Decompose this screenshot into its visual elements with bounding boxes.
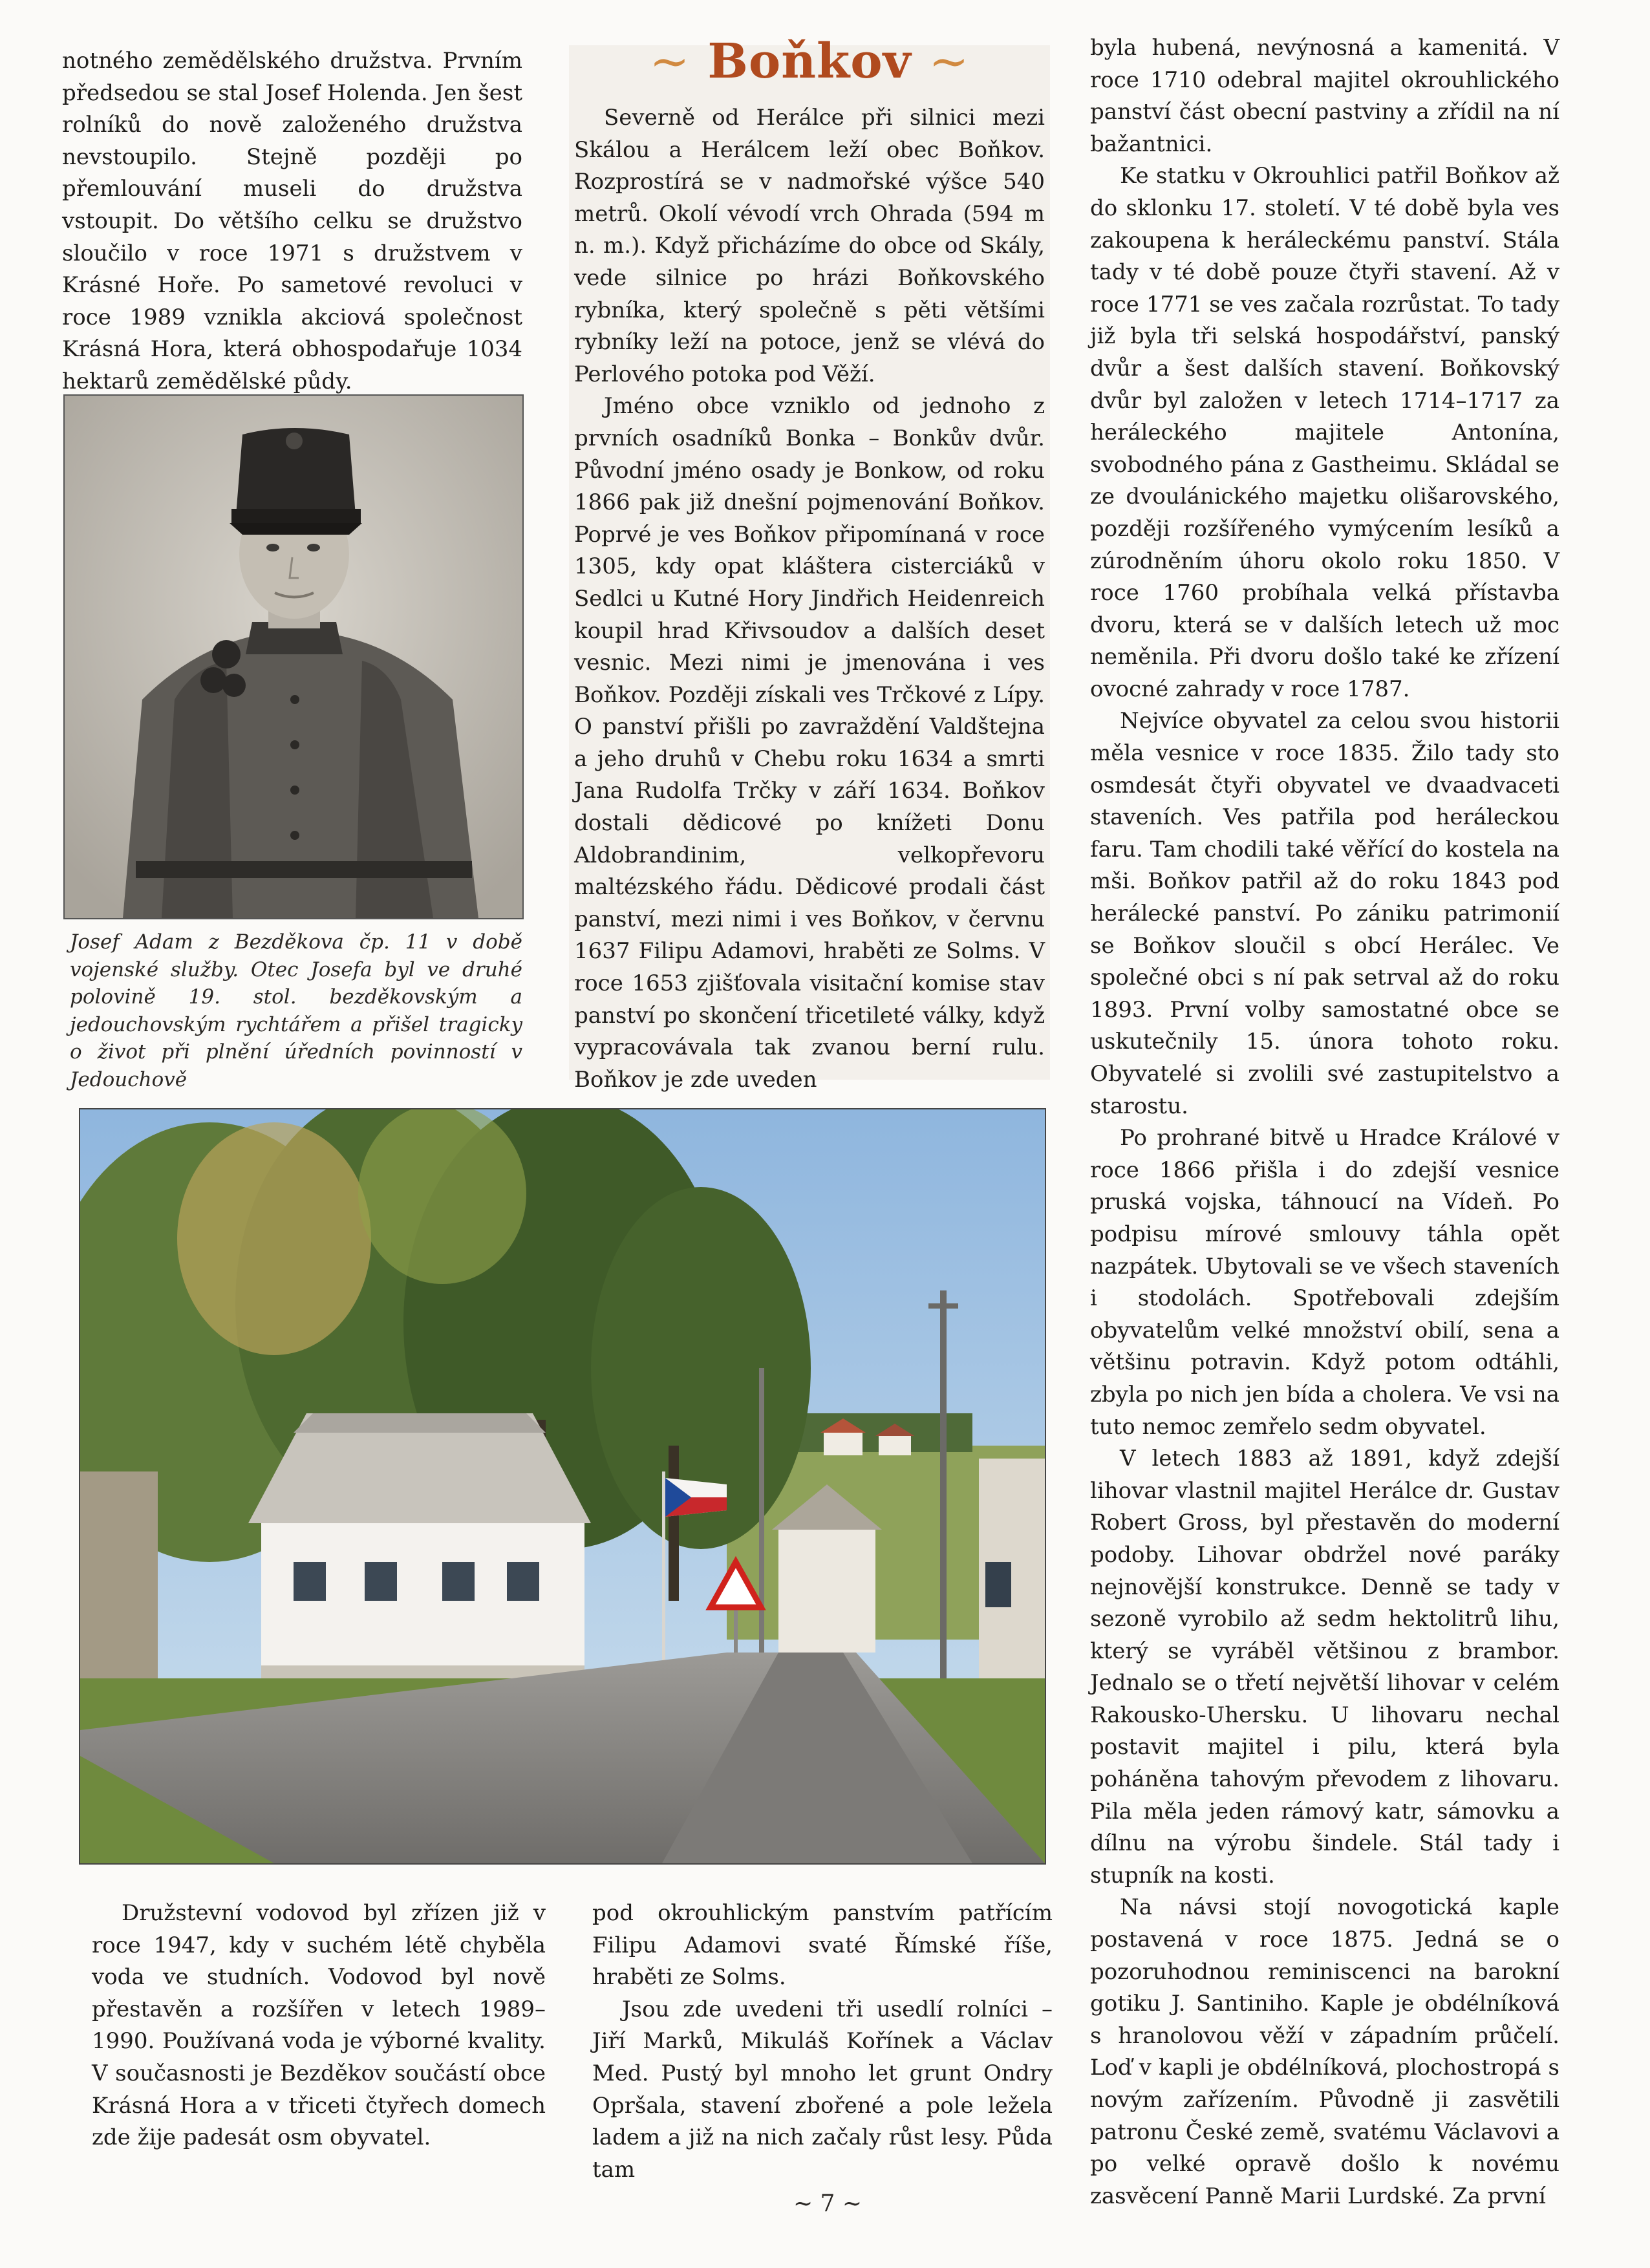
paragraph: Nejvíce obyvatel za celou svou historii měla vesnice v roce 1835. Žilo tady sto osmdesát čtyři obyvatel ve dvaadvaceti staveních. Ves patřila pod heráleckou faru. Tam chodili také věřící do kostela na mši. Boňkov patřil až do roku 1843 pod herálecké panství. Po zániku patrimonií se Boňkov sloučil s obcí Herálec. Ve společné obci s ní pak setrval až do roku 1893. První volby samostatné obce se uskutečnily 15. února tohoto roku. Obyvatelé si zvolili své zastupitelstvo a starostu. [1090,708,1559,1119]
village-illustration [80,1109,1045,1863]
portrait-illustration [65,396,522,918]
left-bottom-column [92,1898,546,2154]
middle-bottom-column [592,1898,1053,2186]
portrait-caption: Josef Adam z Bezděkova čp. 11 v době vojenské služby. Otec Josefa byl ve druhé polovině 19. stol. bezděkovským a jedouchovským rychtářem a přišel tragicky o život při plnění úředních povinností v Jedouchově [70,930,522,1091]
paragraph: Jméno obce vzniklo od jednoho z prvních osadníků Bonka – Bonkův dvůr. Původní jméno osady je Bonkow, od roku 1866 pak již dnešní pojmenování Boňkov. Poprvé je ves Boňkov připomínaná v roce 1305, kdy opat kláštera cisterciáků v Sedlci u Kutné Hory Jindřich Heidenreich koupil hrad Křivsoudov a dalších deset vesnic. Mezi nimi je jmenována i ves Boňkov. Později získali ves Trčkové z Lípy. O panství přišli po zavraždění Valdštejna a jeho druhů v Chebu roku 1634 a smrti Jana Rudolfa Trčky v září 1634. Boňkov dostali dědicové po knížeti Donu Aldobrandinim, velkopřevoru maltézského řádu. Dědicové prodali část panství, mezi nimi i ves Boňkov, v červnu 1637 Filipu Adamovi, hraběti ze Solms. V roce 1653 zjišťovala visitační komise stav panství po skončení třicetileté války, když vypracovávala tak zvanou berní rulu. Boňkov je zde uveden [574,393,1045,1093]
paragraph: Severně od Herálce při silnici mezi Skálou a Herálcem leží obec Boňkov. Rozprostírá se v nadmořské výšce 540 metrů. Okolí vévodí vrch Ohrada (594 m n. m.). Když přicházíme do obce od Skály, vede silnice po hrázi Boňkovského rybníka, který společně s pěti většími rybníky leží na potoce, jenž se vlévá do Perlového potoka pod Věží. [574,105,1045,387]
paragraph: notného zemědělského družstva. Prvním předsedou se stal Josef Holenda. Jen šest rolníků do nově založeného družstva nevstoupilo. Stejně později po přemlouvání museli do družstva vstoupit. Do většího celku se družstvo sloučilo v roce 1971 s družstvem v Krásné Hoře. Po sametové revoluci v roce 1989 vznikla akciová společnost Krásná Hora, která obhospodařuje 1034 hektarů zemědělské půdy. [62,48,522,394]
paragraph: pod okrouhlickým panstvím patřícím Filipu Adamovi svaté Římské říše, hraběti ze Solms. [592,1900,1053,1991]
title-text: Boňkov [707,34,912,89]
paragraph: V letech 1883 až 1891, když zdejší lihovar vlastnil majitel Herálce dr. Gustav Robert Gross, byl přestavěn do moderní podoby. Lihovar obdržel nové paráky nejnovější konstrukce. Denně se tady v sezoně vyrobilo až sedm hektolitrů lihu, který se vyráběl většinou z brambor. Jednalo se o třetí největší lihovar v celém Rakousko-Uhersku. U lihovaru nechal postavit majitel i pilu, která byla poháněna tahovým převodem z lihovaru. Pila měla jeden rámový katr, sámovku a dílnu na výrobu šindele. Stál tady i stupník na kosti. [1090,1446,1559,1888]
page-title [574,34,1045,89]
paragraph: Po prohrané bitvě u Hradce Králové v roce 1866 přišla i do zdejší vesnice pruská vojska, táhnoucí na Vídeň. Po podpisu mírové smlouvy táhla opět nazpátek. Ubytovali se ve všech staveních i stodolách. Spotřebovali zdejším obyvatelům velké množství obilí, sena a většinu potravin. Když potom odtáhli, zbyla po nich jen bída a cholera. Ve vsi na tuto nemoc zemřelo sedm obyvatel. [1090,1125,1559,1440]
paragraph: Jsou zde uvedeni tři usedlí rolníci – Jiří Marků, Mikuláš Kořínek a Václav Med. Pustý byl mnoho let grunt Ondry Opršala, stavení zbořené a pole ležela ladem a již na nich začaly růst lesy. Půda tam [592,1996,1053,2183]
paragraph: Družstevní vodovod byl zřízen již v roce 1947, kdy v suchém létě chyběla voda ve studních. Vodovod byl nově přestavěn a rozšířen v letech 1989–1990. Používaná voda je výborné kvality. V současnosti je Bezděkov součástí obce Krásná Hora a v třiceti čtyřech domech zde žije padesát osm obyvatel. [92,1900,546,2151]
village-photo [79,1108,1046,1865]
title-ornament-right: ~ [928,34,970,89]
paragraph: Ke statku v Okrouhlici patřil Boňkov až do sklonku 17. století. V té době byla ves zakoupena k heráleckému panství. Stála tady v té době pouze čtyři stavení. Až v roce 1771 se ves začala rozrůstat. To tady již byla tři selská hospodářství, panský dvůr a šest dalších stavení. Boňkovský dvůr byl založen v letech 1714–1717 za heráleckého majitele Antonína, svobodného pána z Gastheimu. Skládal se ze dvoulánického majetku olišarovského, později rozšířeného vymýcením lesíků a zúrodněním úhoru okolo roku 1850. V roce 1760 probíhala velká přístavba dvoru, která se v dalších letech už moc neměnila. Při dvoru došlo také ke zřízení ovocné zahrady v roce 1787. [1090,163,1559,702]
title-ornament-left: ~ [649,34,691,89]
portrait-photo [63,394,524,919]
paragraph: Na návsi stojí novogotická kaple postavená v roce 1875. Jedná se o pozoruhodnou reminiscenci na barokní gotiku J. Santiniho. Kaple je obdélníková s hranolovou věží v západním průčelí. Loď v kapli je obdélníková, plochostropá s novým zařízením. Původně ji zasvětili patronu České země, svatému Václavovi a po velké opravě došlo k novému zasvěcení Panně Marii Lurdské. Za první [1090,1894,1559,2209]
middle-top-column [574,102,1045,1096]
paragraph: byla hubená, nevýnosná a kamenitá. V roce 1710 odebral majitel okrouhlického panství část obecní pastviny a zřídil na ní bažantnici. [1090,35,1559,157]
right-column [1090,32,1559,2212]
left-top-column [62,45,522,398]
page-number: ~ 7 ~ [793,2190,862,2217]
